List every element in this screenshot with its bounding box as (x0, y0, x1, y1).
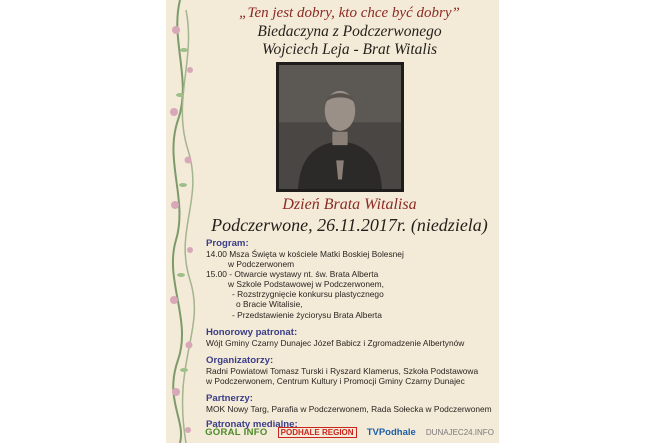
poster-content (206, 238, 495, 430)
organizers-line: w Podczerwonem, Centrum Kultury i Promocji Gminy Czarny Dunajec (206, 375, 465, 386)
patronage-text: Wójt Gminy Czarny Dunajec Józef Babicz i Zgromadzenie Albertynów (206, 337, 465, 348)
media-logos (200, 424, 499, 441)
program-line: w Szkole Podstawowej w Podczerwonem, (228, 279, 384, 290)
program-line: - Przedstawienie życiorysu Brata Alberta (232, 309, 382, 320)
event-title: Dzień Brata Witalisa (282, 196, 417, 213)
program-label: Program: (206, 238, 249, 249)
portrait-photo (276, 62, 404, 192)
motto-quote: „Ten jest dobry, kto chce być dobry” (239, 5, 460, 21)
program-line: 15.00 - Otwarcie wystawy nt. św. Brata Alberta (206, 269, 379, 280)
program-line: w Podczerwonem (228, 259, 295, 270)
program-line: 14.00 Msza Święta w kościele Matki Boskiej Bolesnej (206, 249, 404, 259)
subtitle-line-1: Biedaczyna z Podczerwonego (257, 23, 442, 40)
partners-text: MOK Nowy Targ, Parafia w Podczerwonem, Rada Sołecka w Podczerwonem (206, 403, 492, 414)
event-place-date: Podczerwone, 26.11.2017r. (niedziela) (211, 215, 488, 235)
event-poster (166, 0, 499, 443)
program-line: o Bracie Witalisie, (236, 299, 303, 310)
program-line: - Rozstrzygnięcie konkursu plastycznego (232, 289, 384, 300)
floral-border (166, 0, 200, 443)
poster-header (200, 4, 499, 59)
subtitle-line-2: Wojciech Leja - Brat Witalis (261, 41, 438, 58)
organizers-label: Organizatorzy: (206, 354, 274, 366)
organizers-line: Radni Powiatowi Tomasz Turski i Ryszard Klamerus, Szkoła Podstawowa (206, 365, 479, 376)
dunajec24-logo: DUNAJEC24.INFO (425, 428, 494, 437)
podhale-region-logo: PODHALE REGION (278, 427, 357, 438)
partners-label: Partnerzy: (206, 392, 253, 404)
media-label: Patronaty medialne: (206, 419, 298, 431)
tvpodhale-logo: TVPodhale (366, 427, 416, 438)
patronage-label: Honorowy patronat: (206, 326, 298, 338)
goral-info-logo: GÓRAL INFO (205, 427, 268, 438)
